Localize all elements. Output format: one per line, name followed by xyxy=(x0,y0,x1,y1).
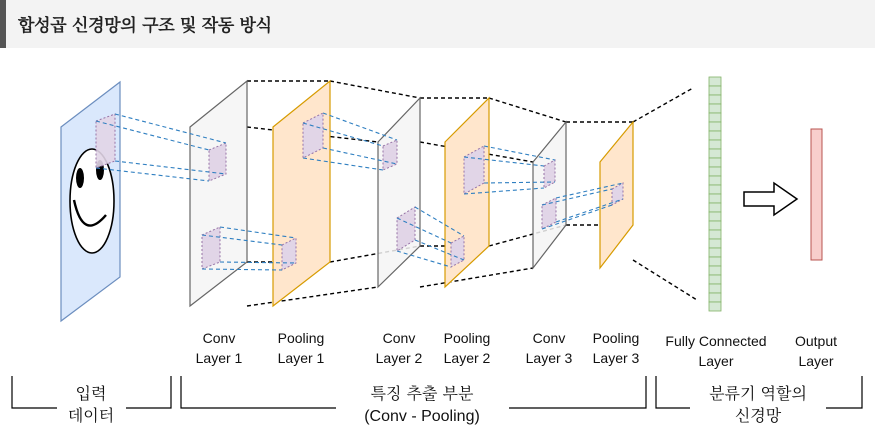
pooling-layer-1-label-line2: Layer 1 xyxy=(277,350,325,366)
fc-neuron-cell xyxy=(709,77,721,86)
input-data-group-label-line2: 데이터 xyxy=(67,406,115,425)
fc-neuron-cell xyxy=(709,113,721,122)
fc-neuron-cell xyxy=(709,185,721,194)
fc-neuron-cell xyxy=(709,293,721,302)
fc-neuron-cell xyxy=(709,140,721,149)
pooling-layer-2-label-line1: Pooling xyxy=(443,330,491,346)
fc-neuron-cell xyxy=(709,149,721,158)
pooling-layer-1-label-line1: Pooling xyxy=(277,330,325,346)
fc-neuron-cell xyxy=(709,176,721,185)
conv-layer-2-plane xyxy=(378,98,420,287)
pooling-layer-3-plane xyxy=(600,122,633,268)
pooling-layer-1-plane xyxy=(273,81,330,306)
feature-extraction-group-label-line2: (Conv - Pooling) xyxy=(364,408,480,425)
fc-neuron-cell xyxy=(709,248,721,257)
pooling-layer-3-label-line1: Pooling xyxy=(592,330,640,346)
fc-neuron-cell xyxy=(709,95,721,104)
output-layer xyxy=(811,129,822,260)
fc-neuron-cell xyxy=(709,104,721,113)
fully-connected-layer xyxy=(709,77,721,311)
fc-neuron-cell xyxy=(709,257,721,266)
fc-neuron-cell xyxy=(709,122,721,131)
fc-layer-label-line1: Fully Connected xyxy=(665,333,767,349)
fc-neuron-cell xyxy=(709,266,721,275)
fc-neuron-cell xyxy=(709,212,721,221)
pooling-layer-3-label-line2: Layer 3 xyxy=(592,350,640,366)
fc-layer-label-line2: Layer xyxy=(698,353,734,369)
fc-neuron-cell xyxy=(709,158,721,167)
smiley-face-icon xyxy=(70,149,114,253)
input-data-group-label-line1: 입력 xyxy=(75,384,107,403)
right-arrow-icon xyxy=(744,183,797,215)
fc-neuron-cell xyxy=(709,203,721,212)
page-title: 합성곱 신경망의 구조 및 작동 방식 xyxy=(18,16,272,36)
feature-extraction-group-label-line1: 특징 추출 부분 xyxy=(370,384,474,403)
fc-neuron-cell xyxy=(709,230,721,239)
fc-neuron-cell xyxy=(709,131,721,140)
output-layer-label-line1: Output xyxy=(794,333,838,349)
conv-layer-1-label-line2: Layer 1 xyxy=(195,350,243,366)
conv-layer-1-label-line1: Conv xyxy=(202,330,236,346)
pooling-layer-2-label-line2: Layer 2 xyxy=(443,350,491,366)
fc-neuron-cell xyxy=(709,284,721,293)
conv-layer-3-label-line2: Layer 3 xyxy=(525,350,573,366)
conv-layer-2-label-line1: Conv xyxy=(382,330,416,346)
conv-layer-3-plane xyxy=(533,122,566,268)
fc-neuron-cell xyxy=(709,221,721,230)
fc-neuron-cell xyxy=(709,167,721,176)
conv-layer-2-label-line2: Layer 2 xyxy=(375,350,423,366)
input-image xyxy=(61,82,120,321)
fc-neuron-cell xyxy=(709,275,721,284)
conv-layer-1-plane xyxy=(190,81,247,306)
fc-neuron-cell xyxy=(709,302,721,311)
conv-layer-3-label-line1: Conv xyxy=(532,330,566,346)
pooling-layer-2-plane xyxy=(445,98,489,287)
classifier-group-label-line1: 분류기 역할의 xyxy=(709,384,807,403)
fc-neuron-cell xyxy=(709,239,721,248)
classifier-group-label-line2: 신경망 xyxy=(734,406,782,425)
fc-neuron-cell xyxy=(709,86,721,95)
fc-neuron-cell xyxy=(709,194,721,203)
output-layer-label-line2: Layer xyxy=(798,353,834,369)
